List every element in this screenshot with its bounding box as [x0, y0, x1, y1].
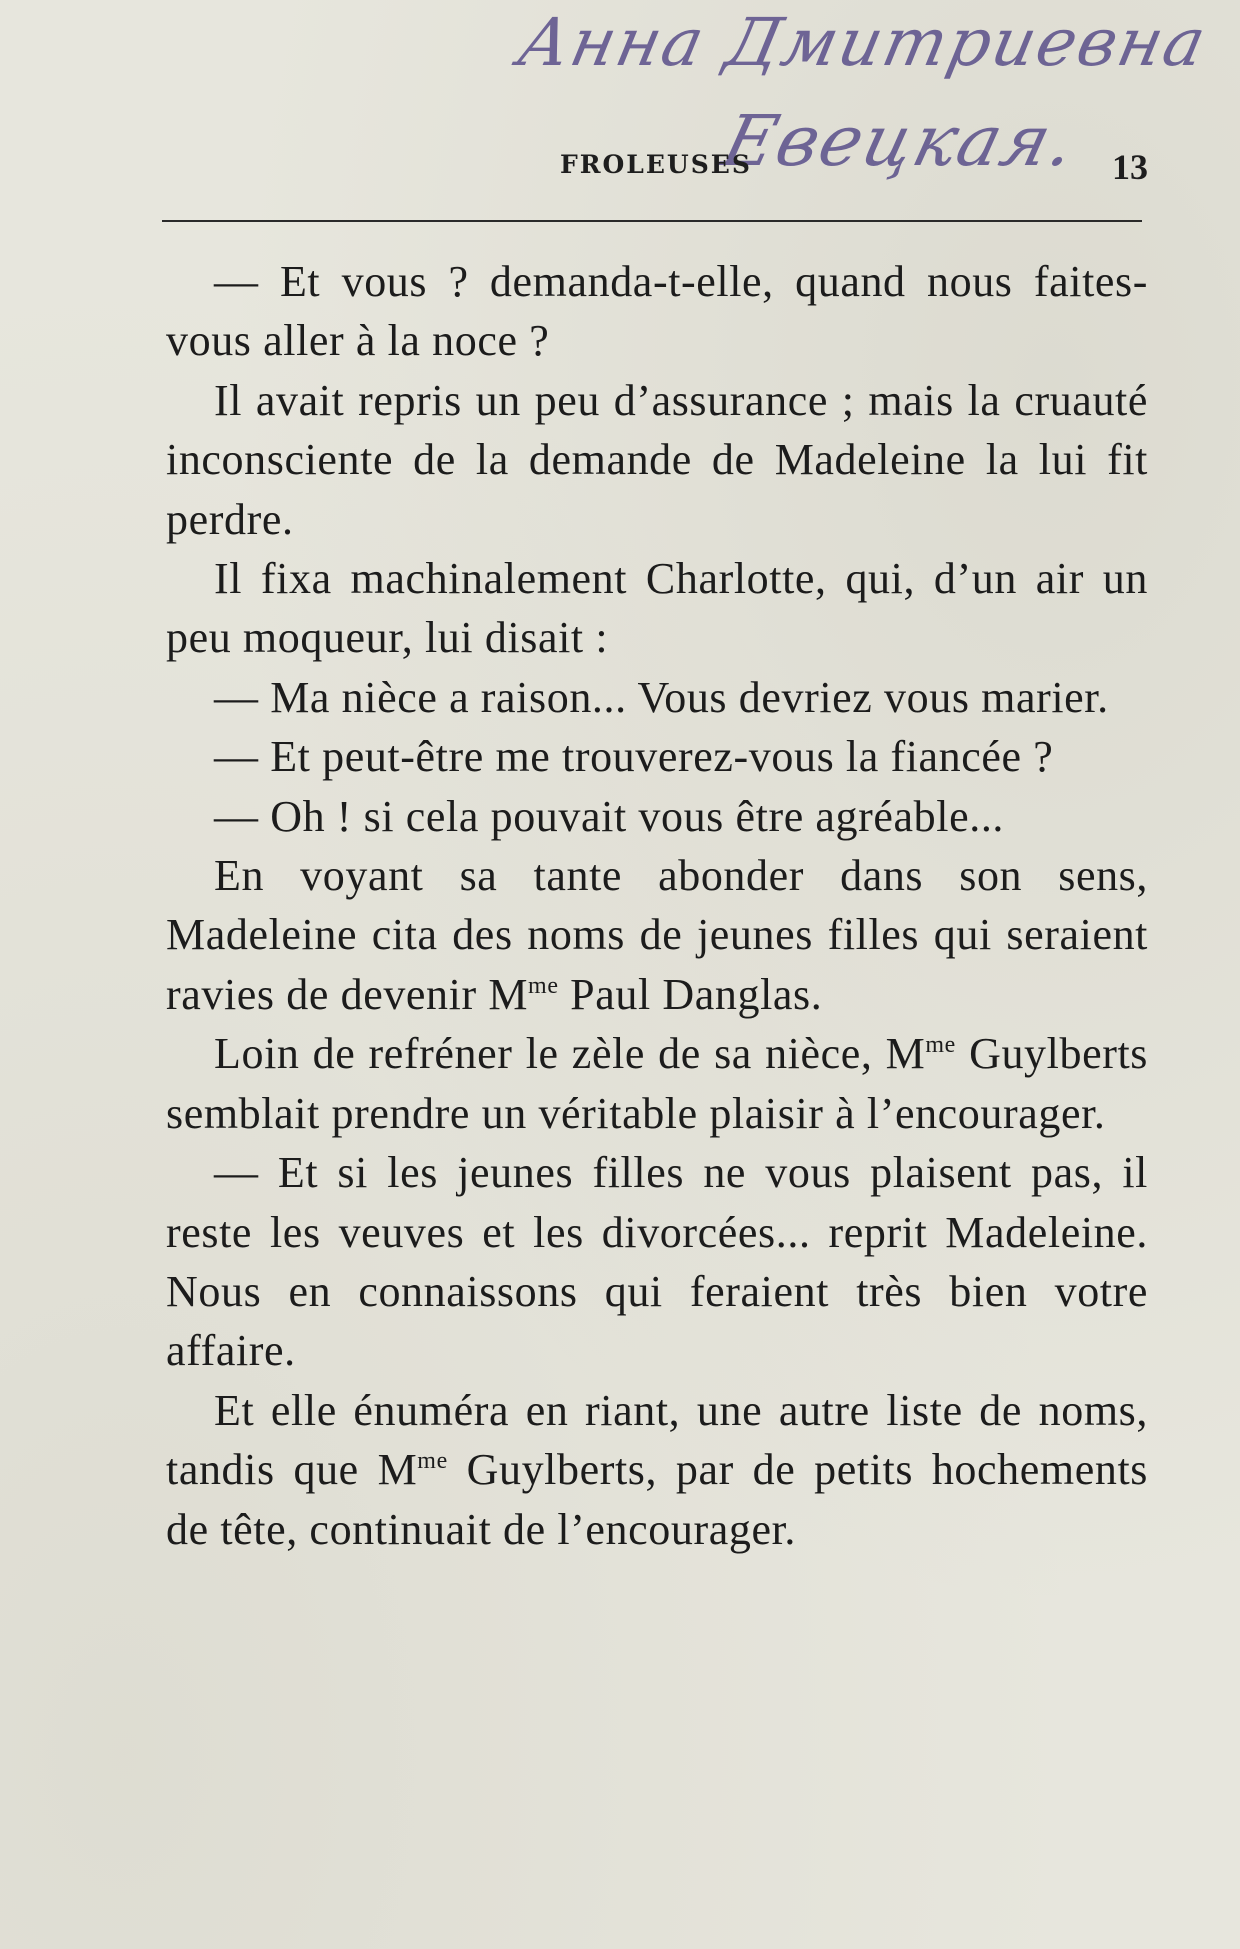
signature-line-2: Евецкая.: [714, 100, 1086, 182]
signature-line-1: Анна Дмитриевна: [511, 4, 1214, 81]
paragraph-9: — Et si les jeunes filles ne vous plaisent pas, il reste les veuves et les divorcées... reprit Madeleine. Nous en connaissons qui feraient très bien votre affaire.: [166, 1148, 1148, 1376]
paragraph-1: — Et vous ? demanda-t-elle, quand nous faites-vous aller à la noce ?: [166, 257, 1148, 366]
paragraph-5: — Et peut-être me trouverez-vous la fiancée ?: [214, 732, 1054, 782]
paragraph-2: Il avait repris un peu d’assurance ; mais la cruauté inconsciente de la demande de Madeleine la lui fit perdre.: [166, 375, 1148, 544]
paragraph-7-text-b: Paul Danglas.: [558, 969, 823, 1019]
page-number: 13: [1112, 147, 1148, 187]
paragraph-4: — Ma nièce a raison... Vous devriez vous marier.: [214, 672, 1109, 722]
paragraph-7-superscript: me: [528, 972, 559, 999]
paragraph-10-text-a: Et elle énuméra en riant, une autre liste de noms, tandis que M: [166, 1385, 1148, 1495]
paragraph-10-superscript: me: [417, 1448, 448, 1475]
paragraph-7: [166, 846, 1148, 1024]
paragraph-8-text-b: Guylberts semblait prendre un véritable plaisir à l’encourager.: [166, 1029, 1148, 1138]
paragraph-8: [166, 1024, 1148, 1143]
paragraph-8-superscript: me: [925, 1032, 956, 1059]
paragraph-3: Il fixa machinalement Charlotte, qui, d’un air un peu moqueur, lui disait :: [166, 554, 1148, 663]
paragraph-6: — Oh ! si cela pouvait vous être agréable...: [214, 791, 1005, 841]
header-rule: [162, 220, 1142, 222]
paragraph-10-text-b: Guylberts, par de petits hochements de tête, continuait de l’encourager.: [166, 1445, 1148, 1554]
running-head: FROLEUSES: [560, 150, 752, 179]
body-text: [166, 252, 1148, 1559]
paragraph-8-text-a: Loin de refréner le zèle de sa nièce, M: [214, 1029, 926, 1079]
paragraph-10: [166, 1381, 1148, 1559]
paragraph-7-text-a: En voyant sa tante abonder dans son sens, Madeleine cita des noms de jeunes filles qui seraient ravies de devenir M: [166, 851, 1148, 1019]
